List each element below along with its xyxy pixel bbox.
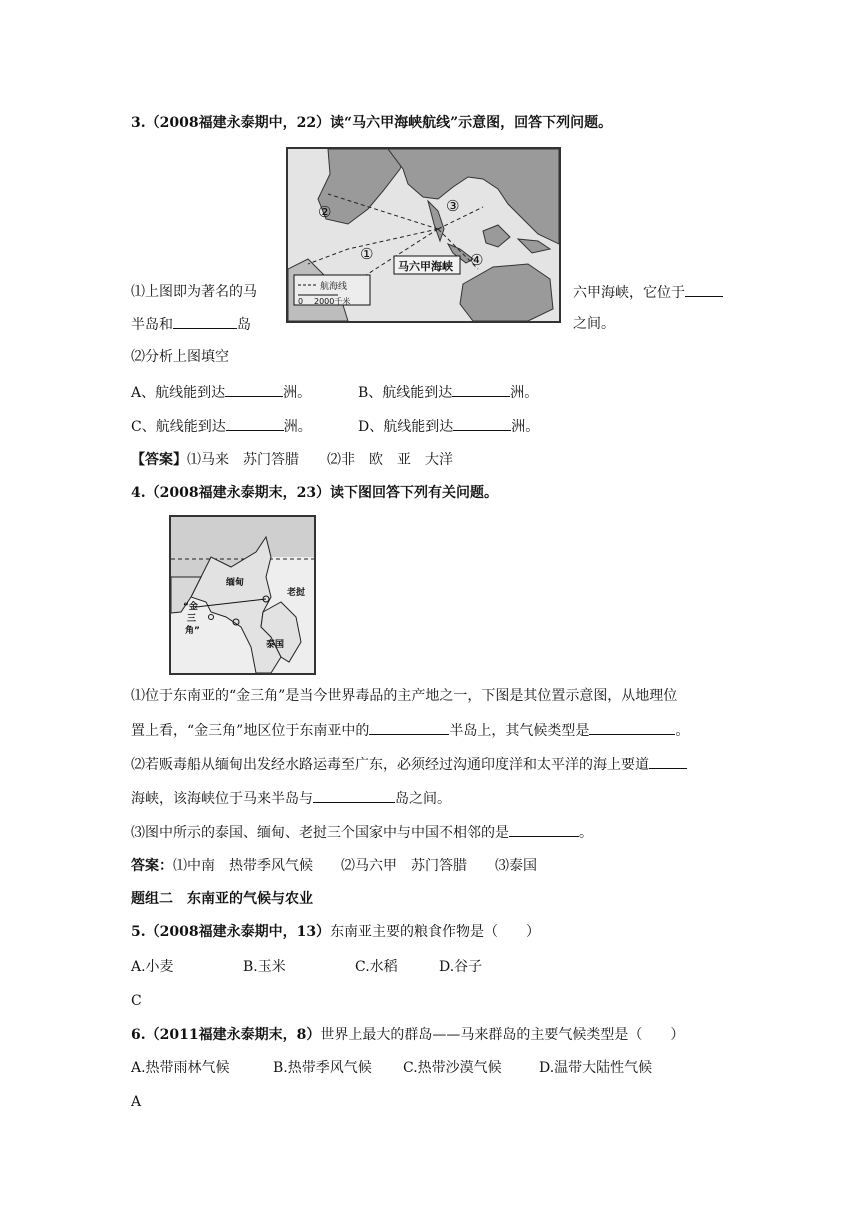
answer-text: ⑴马来 苏门答腊 ⑵非 欧 亚 大洋 [187, 452, 453, 468]
answer-blank[interactable] [369, 720, 449, 735]
answer-blank[interactable] [225, 382, 283, 397]
route-marker-4: ④ [470, 251, 484, 269]
q3-part1-right2: 之间。 [573, 316, 615, 332]
q4-text: 。 [675, 723, 690, 739]
golden-triangle-label-2: 三 [187, 614, 197, 624]
q3-part1-row2 [131, 314, 251, 335]
question-4-title: 4.（2008福建永泰期末，23）读下图回答下列有关问题。 [131, 485, 499, 501]
q5-options [131, 957, 482, 977]
answer-blank[interactable] [453, 416, 511, 431]
question-number: 6.（2011福建永泰期末，8） [131, 1027, 321, 1043]
answer-blank[interactable] [452, 382, 510, 397]
thailand-label: 泰国 [266, 640, 285, 650]
legend-scale: 2000千米 [314, 297, 351, 306]
question-text: 世界上最大的群岛——马来群岛的主要气候类型是（ ） [320, 1027, 685, 1043]
option-text: C、航线能到达 [131, 419, 226, 435]
q3-text: 岛 [237, 317, 251, 333]
golden-triangle-label-3: 角” [185, 626, 200, 636]
legend-scale-start: 0 [298, 297, 304, 306]
q4-part1-line1: ⑴位于东南亚的“金三角”是当今世界毒品的主产地之一，下图是其位置示意图，从地理位 [131, 688, 678, 704]
q5-option-a[interactable]: A.小麦 [131, 959, 174, 975]
q4-part2-line1 [131, 754, 687, 775]
route-marker-2: ② [318, 203, 332, 221]
option-suffix: 洲。 [510, 385, 539, 401]
q4-text: 。 [579, 825, 593, 841]
q4-text: 半岛上，其气候类型是 [449, 723, 590, 739]
answer-text: ⑴中南 热带季风气候 ⑵马六甲 苏门答腊 ⑶泰国 [173, 858, 537, 874]
q4-answer [131, 856, 537, 876]
q5-option-b[interactable]: B.玉米 [243, 959, 286, 975]
q3-part1-left: ⑴上图即为著名的马 [131, 284, 257, 300]
option-text: B、航线能到达 [358, 385, 453, 401]
q4-part2-line2 [131, 788, 451, 809]
question-number: 5.（2008福建永泰期中，13） [131, 924, 331, 940]
q4-text: 岛之间。 [395, 791, 451, 807]
myanmar-label: 缅甸 [226, 578, 245, 588]
route-marker-1: ① [360, 245, 374, 263]
q3-option-c [131, 416, 312, 437]
option-text: D、航线能到达 [358, 419, 454, 435]
q6-option-b[interactable]: B.热带季风气候 [273, 1060, 372, 1076]
q4-text: ⑵若贩毒船从缅甸出发经水路运毒至广东，必须经过沟通印度洋和太平洋的海上要道 [131, 757, 649, 773]
answer-blank[interactable] [173, 314, 237, 329]
option-text: A、航线能到达 [131, 385, 226, 401]
strait-label: 马六甲海峡 [398, 260, 453, 273]
answer-label: 答案： [131, 858, 173, 874]
option-suffix: 洲。 [283, 385, 312, 401]
q4-part3 [131, 822, 593, 843]
answer-blank[interactable] [509, 822, 579, 837]
q3-answer [131, 450, 453, 470]
q6-option-d[interactable]: D.温带大陆性气候 [539, 1060, 653, 1076]
q3-part1-right-row [573, 282, 723, 303]
q3-part2: ⑵分析上图填空 [131, 349, 229, 365]
answer-blank[interactable] [589, 720, 675, 735]
q4-text: ⑶图中所示的泰国、缅甸、老挝三个国家中与中国不相邻的是 [131, 825, 509, 841]
question-5-title [131, 922, 540, 942]
q3-text: 半岛和 [131, 317, 173, 333]
q5-option-c[interactable]: C.水稻 [355, 959, 398, 975]
group-2-title: 题组二 东南亚的气候与农业 [131, 891, 313, 907]
golden-triangle-label-1: “金 [183, 602, 198, 612]
question-6-title [131, 1025, 684, 1045]
golden-triangle-map [169, 515, 316, 675]
q3-option-a [131, 382, 311, 403]
q5-option-d[interactable]: D.谷子 [439, 959, 483, 975]
answer-blank[interactable] [313, 788, 395, 803]
option-suffix: 洲。 [283, 419, 312, 435]
q6-answer: A [131, 1094, 142, 1110]
option-suffix: 洲。 [511, 419, 540, 435]
answer-blank[interactable] [649, 754, 687, 769]
answer-label: 【答案】 [131, 452, 187, 468]
q6-options [131, 1058, 652, 1078]
q3-option-d [358, 416, 539, 437]
q4-text: 置上看，“金三角”地区位于东南亚中的 [131, 723, 370, 739]
legend-route-label: 航海线 [320, 282, 348, 292]
q4-part1-line2 [131, 720, 689, 741]
q3-part1-right: 六甲海峡，它位于 [573, 285, 685, 301]
laos-label: 老挝 [287, 588, 306, 598]
q5-answer: C [131, 993, 142, 1009]
malacca-route-map [286, 147, 561, 323]
q6-option-c[interactable]: C.热带沙漠气候 [403, 1060, 502, 1076]
answer-blank[interactable] [685, 282, 723, 297]
question-3-title: 3.（2008福建永泰期中，22）读“马六甲海峡航线”示意图，回答下列问题。 [131, 115, 613, 131]
answer-blank[interactable] [226, 416, 284, 431]
q4-text: 海峡，该海峡位于马来半岛与 [131, 791, 313, 807]
question-text: 东南亚主要的粮食作物是（ ） [330, 924, 541, 940]
q3-option-b [358, 382, 538, 403]
q6-option-a[interactable]: A.热带雨林气候 [131, 1060, 230, 1076]
route-marker-3: ③ [446, 197, 460, 215]
